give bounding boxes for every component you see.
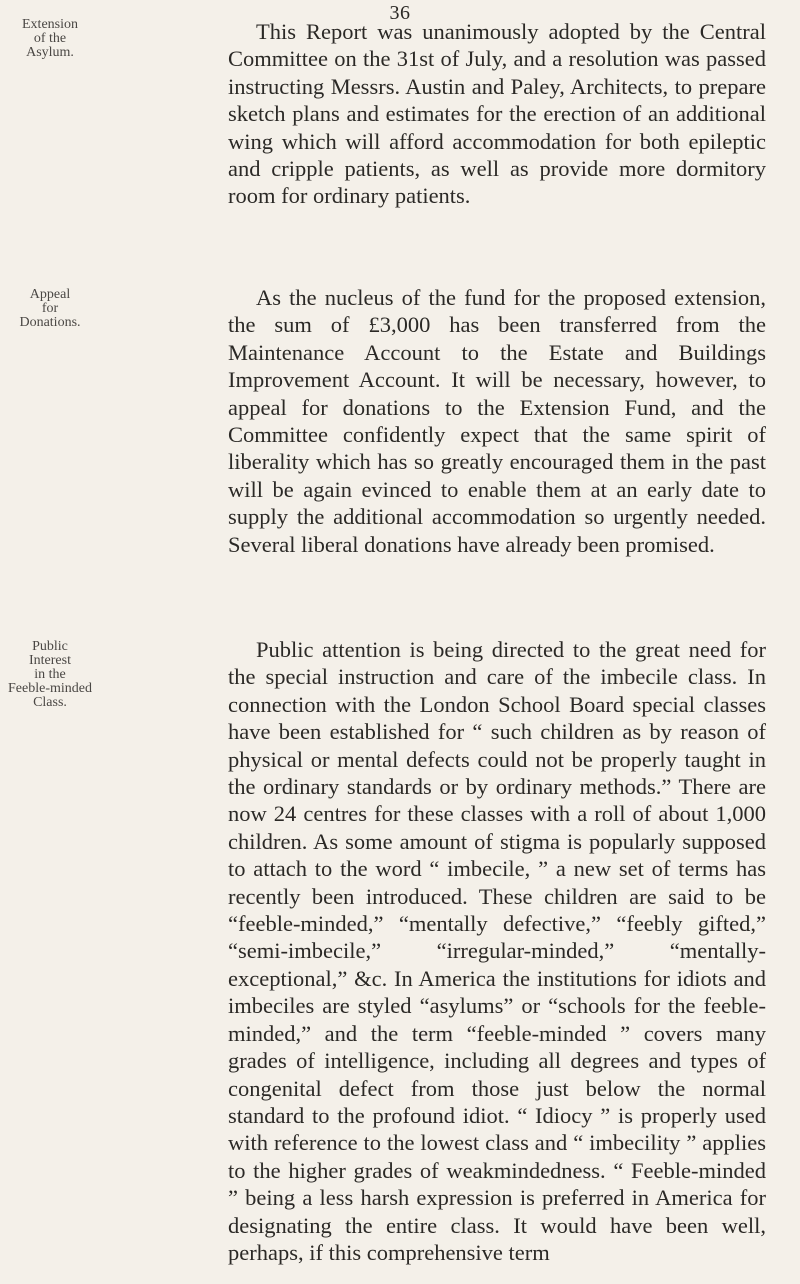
margin-note-line: in the: [34, 667, 66, 682]
margin-note-appeal: [0, 288, 100, 330]
margin-note-line: Extension: [22, 17, 78, 32]
margin-note-line: for: [41, 301, 59, 316]
margin-note-line: Donations.: [19, 315, 81, 330]
paragraph-public-interest: Public attention is being directed to the great need for the special instruction and care of the imbecile class. In connection with the London School Board special classes have been established for “ such children as by reason of physical or mental defects could not be properly taught in the ordinary standards or by ordinary methods.” There are now 24 centres for these classes with a roll of about 1,000 children. As some amount of stigma is popularly supposed to attach to the word “ imbecile, ” a new set of terms has recently been introduced. These children are said to be “feeble-minded,” “mentally defective,” “feebly gifted,” “semi-imbecile,” “irregular-minded,” “mentally-exceptional,” &c. In America the institutions for idiots and imbeciles are styled “asylums” or “schools for the feeble-minded,” and the term “feeble-minded ” covers many grades of intelligence, including all degrees and types of congenital defect from those just below the normal standard to the profound idiot. “ Idiocy ” is properly used with reference to the lowest class and “ imbecility ” applies to the higher grades of weakmindedness. “ Feeble-minded ” being a less harsh expression is preferred in America for designating the entire class. It would have been well, perhaps, if this comprehensive term: [228, 637, 766, 1265]
margin-note-line: of the: [33, 31, 67, 46]
margin-note-line: Interest: [29, 653, 71, 668]
margin-note-line: Feeble-minded: [8, 681, 92, 696]
margin-note-line: Appeal: [29, 287, 71, 302]
margin-note-extension: [0, 18, 100, 60]
margin-note-public-interest: [0, 640, 100, 710]
paragraph-appeal-donations: As the nucleus of the fund for the proposed extension, the sum of £3,000 has been transferred from the Maintenance Account to the Estate and Buildings Improvement Account. It will be necessary, however, to appeal for donations to the Extension Fund, and the Committee confidently expect that the same spirit of liberality which has so greatly encouraged them in the past will be again evinced to enable them at an early date to supply the additional accommodation so urgently needed. Several liberal donations have already been promised.: [228, 285, 766, 557]
paragraph-report-adopted: This Report was unanimously adopted by the Central Committee on the 31st of July, and a resolution was passed instructing Messrs. Austin and Paley, Architects, to prepare sketch plans and estimates for the erection of an additional wing which will afford accommodation for both epileptic and cripple patients, as well as provide more dormitory room for ordinary patients.: [228, 19, 766, 209]
margin-note-line: Public: [32, 639, 68, 654]
margin-note-line: Class.: [33, 695, 67, 710]
page-number: 36: [389, 2, 411, 24]
margin-note-line: Asylum.: [26, 45, 74, 60]
